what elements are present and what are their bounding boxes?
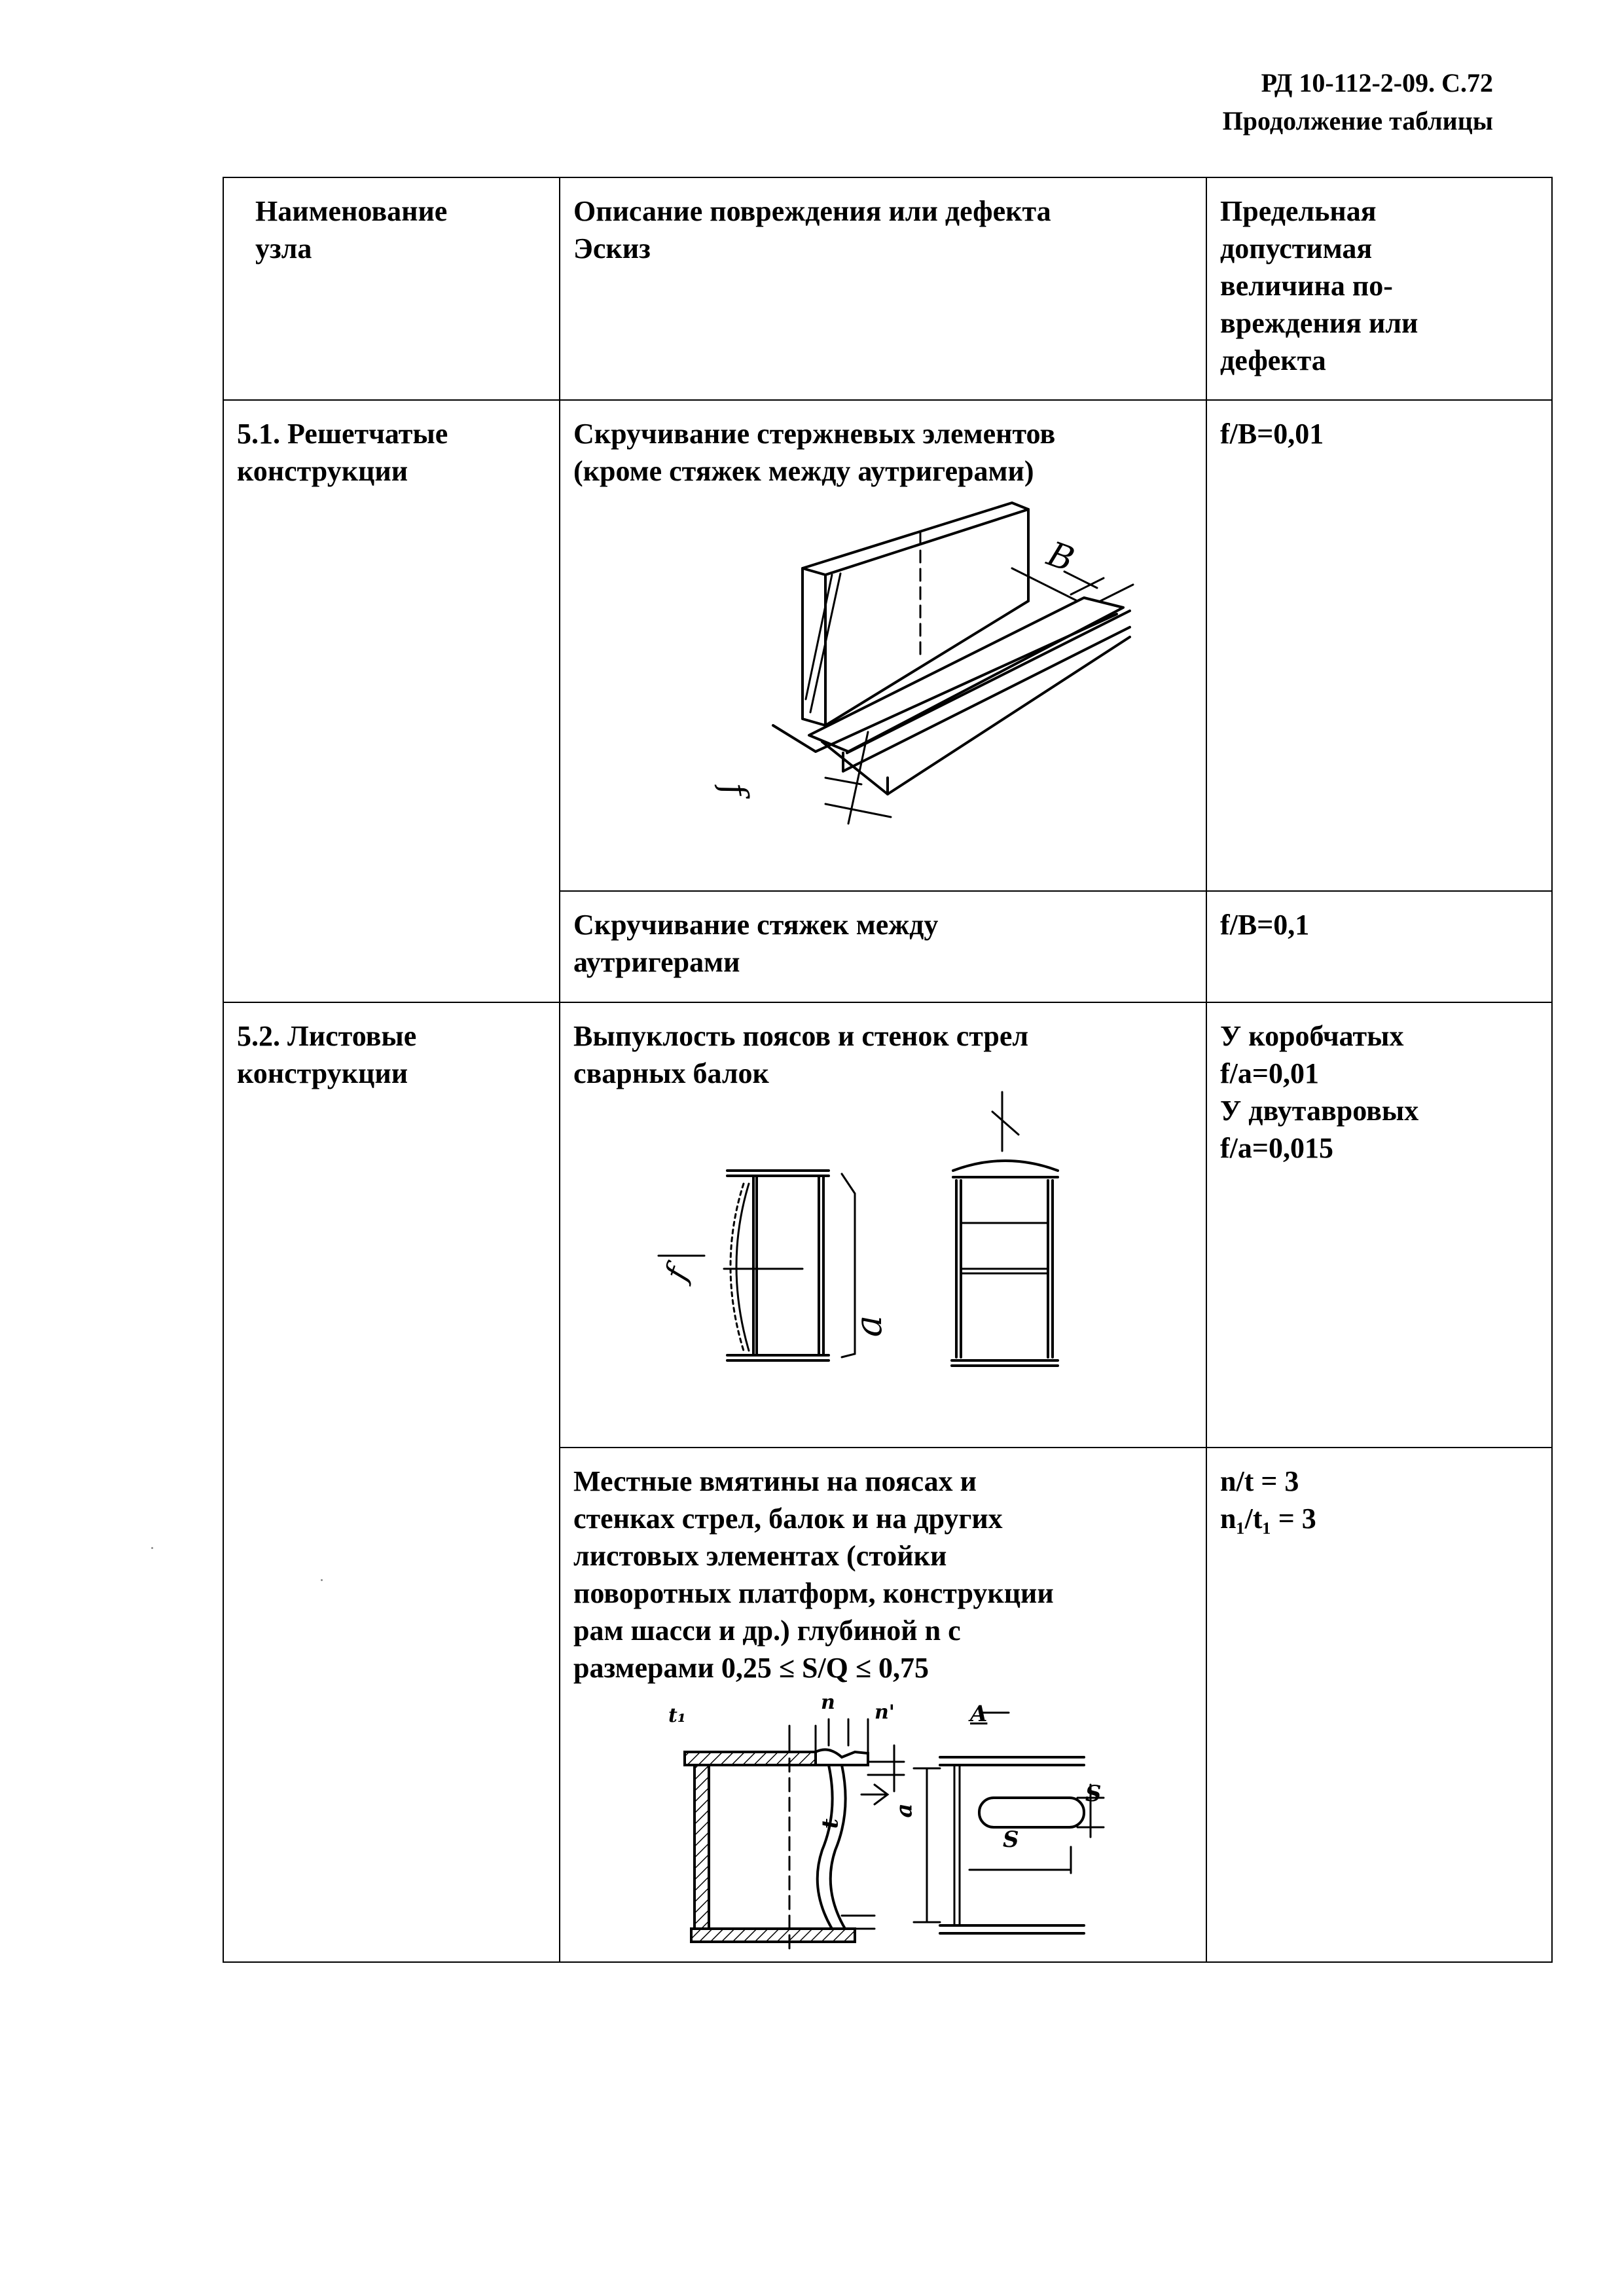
description-cell: [560, 1448, 1206, 1962]
header-description-line: Описание повреждения или дефекта: [573, 195, 1051, 227]
dent-sketch: [652, 1700, 1176, 1961]
sketch-label-s-height: S: [1085, 1781, 1102, 1807]
limit-value: f/B=0,1: [1220, 909, 1310, 941]
limit-cell: [1206, 891, 1552, 1002]
header-limit-line: вреждения или: [1220, 307, 1418, 339]
limit-cell: [1206, 1448, 1552, 1962]
table-row: [223, 1002, 1552, 1448]
table-row: [223, 400, 1552, 891]
node-cell: [223, 400, 560, 1002]
bulge-sketch: [632, 1053, 1221, 1393]
description-line: Скручивание стержневых элементов: [573, 418, 1056, 450]
description-line: Выпуклость поясов и стенок стрел: [573, 1020, 1029, 1052]
node-name-line: 5.2. Листовые: [237, 1020, 417, 1052]
node-cell: [223, 1002, 560, 1962]
header-cell-limit: [1206, 177, 1552, 400]
sketch-label-t1: t₁: [668, 1704, 686, 1727]
sketch-label-a: a: [848, 1315, 891, 1338]
description-line: Местные вмятины на поясах и: [573, 1465, 977, 1497]
node-name-line: конструкции: [237, 455, 408, 487]
description-line: рам шасси и др.) глубиной n с: [573, 1614, 961, 1647]
defects-table: [223, 177, 1553, 1963]
header-limit-line: величина по-: [1220, 270, 1393, 302]
header-limit-line: дефекта: [1220, 344, 1326, 376]
limit-cell: [1206, 400, 1552, 891]
node-name-line: конструкции: [237, 1057, 408, 1089]
limit-value: f/a=0,01: [1220, 1057, 1319, 1089]
scan-speck: [151, 1547, 153, 1549]
table-continuation-label: Продолжение таблицы: [1222, 106, 1493, 136]
description-line: сварных балок: [573, 1057, 769, 1089]
description-cell: [560, 891, 1206, 1002]
sketch-label-a-dim: a: [891, 1803, 918, 1818]
limit-cell: [1206, 1002, 1552, 1448]
limit-line: У коробчатых: [1220, 1020, 1404, 1052]
header-limit-line: допустимая: [1220, 232, 1373, 264]
description-line: листовых элементах (стойки: [573, 1540, 947, 1572]
limit-value: n/t = 3: [1220, 1465, 1299, 1497]
sketch-label-f: f: [713, 780, 755, 800]
document-reference: РД 10-112-2-09. С.72: [1261, 68, 1493, 98]
description-cell: [560, 400, 1206, 891]
limit-line: У двутавровых: [1220, 1095, 1419, 1127]
description-line: стенках стрел, балок и на других: [573, 1503, 1003, 1535]
description-line: Скручивание стяжек между: [573, 909, 939, 941]
limit-value: f/a=0,015: [1220, 1132, 1333, 1164]
sketch-label-n1: n': [875, 1701, 895, 1724]
table-header-row: [223, 177, 1552, 400]
description-line: аутригерами: [573, 946, 740, 978]
sketch-label-n: n: [821, 1691, 835, 1714]
description-line: поворотных платформ, конструкции: [573, 1577, 1054, 1609]
sketch-label-b: B: [1042, 534, 1079, 580]
sketch-label-f: f: [658, 1262, 696, 1286]
header-cell-description: [560, 177, 1206, 400]
scan-speck: [321, 1579, 323, 1581]
header-limit-line: Предельная: [1220, 195, 1377, 227]
sketch-label-section-a: A: [970, 1701, 988, 1727]
limit-value: n₁/t₁ = 3: [1220, 1503, 1316, 1535]
sketch-label-t: t: [817, 1818, 844, 1829]
node-name-line: 5.1. Решетчатые: [237, 418, 448, 450]
header-cell-node: [223, 177, 560, 400]
header-node-line: Наименование: [255, 195, 448, 227]
description-line: (кроме стяжек между аутригерами): [573, 455, 1034, 487]
description-cell: [560, 1002, 1206, 1448]
limit-value: f/B=0,01: [1220, 418, 1324, 450]
header-description-line: Эскиз: [573, 232, 651, 264]
header-node-line: узла: [255, 232, 312, 264]
sketch-label-s-width: S: [1003, 1827, 1019, 1853]
description-line: размерами 0,25 ≤ S/Q ≤ 0,75: [573, 1652, 929, 1684]
